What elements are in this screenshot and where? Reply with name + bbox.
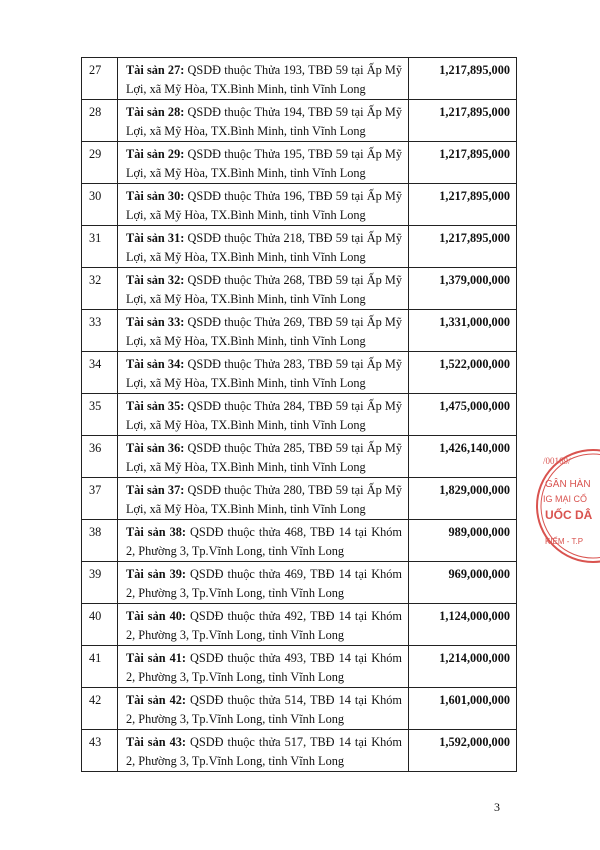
- asset-label: Tài sản 35:: [126, 399, 185, 413]
- asset-description: [118, 604, 409, 646]
- asset-description: [118, 436, 409, 478]
- asset-description-text: QSDĐ thuộc Thửa 280, TBĐ 59 tại Ấp Mỹ Lợi, xã Mỹ Hòa, TX.Bình Minh, tỉnh Vĩnh Long: [126, 483, 402, 516]
- row-number: 37: [82, 478, 118, 520]
- asset-description: [118, 520, 409, 562]
- asset-description-text: QSDĐ thuộc thửa 514, TBĐ 14 tại Khóm 2, Phường 3, Tp.Vĩnh Long, tỉnh Vĩnh Long: [126, 693, 402, 726]
- table-row: [82, 226, 517, 268]
- asset-label: Tài sản 32:: [126, 273, 185, 287]
- asset-label: Tài sản 30:: [126, 189, 185, 203]
- asset-description: [118, 100, 409, 142]
- table-row: [82, 310, 517, 352]
- asset-description-text: QSDĐ thuộc Thửa 195, TBĐ 59 tại Ấp Mỹ Lợi, xã Mỹ Hòa, TX.Bình Minh, tỉnh Vĩnh Long: [126, 147, 402, 180]
- asset-description: [118, 184, 409, 226]
- asset-description-text: QSDĐ thuộc Thửa 283, TBĐ 59 tại Ấp Mỹ Lợi, xã Mỹ Hòa, TX.Bình Minh, tỉnh Vĩnh Long: [126, 357, 402, 390]
- asset-label: Tài sản 43:: [126, 735, 186, 749]
- table-row: [82, 268, 517, 310]
- table-row: [82, 478, 517, 520]
- asset-value: 1,829,000,000: [409, 478, 517, 520]
- asset-label: Tài sản 29:: [126, 147, 185, 161]
- asset-value: 1,601,000,000: [409, 688, 517, 730]
- page-number: 3: [494, 800, 500, 814]
- asset-description: [118, 142, 409, 184]
- asset-value: 1,124,000,000: [409, 604, 517, 646]
- asset-value: 1,217,895,000: [409, 100, 517, 142]
- asset-description: [118, 730, 409, 772]
- asset-label: Tài sản 36:: [126, 441, 185, 455]
- row-number: 38: [82, 520, 118, 562]
- asset-label: Tài sản 27:: [126, 63, 185, 77]
- asset-description-text: QSDĐ thuộc Thửa 194, TBĐ 59 tại Ấp Mỹ Lợi, xã Mỹ Hòa, TX.Bình Minh, tỉnh Vĩnh Long: [126, 105, 402, 138]
- asset-label: Tài sản 28:: [126, 105, 185, 119]
- asset-description-text: QSDĐ thuộc Thửa 284, TBĐ 59 tại Ấp Mỹ Lợi, xã Mỹ Hòa, TX.Bình Minh, tỉnh Vĩnh Long: [126, 399, 402, 432]
- table-row: [82, 352, 517, 394]
- asset-description: [118, 58, 409, 100]
- row-number: 43: [82, 730, 118, 772]
- asset-value: 1,379,000,000: [409, 268, 517, 310]
- row-number: 30: [82, 184, 118, 226]
- row-number: 32: [82, 268, 118, 310]
- row-number: 36: [82, 436, 118, 478]
- asset-value: 1,214,000,000: [409, 646, 517, 688]
- asset-description: [118, 478, 409, 520]
- asset-description-text: QSDĐ thuộc Thửa 218, TBĐ 59 tại Ấp Mỹ Lợi, xã Mỹ Hòa, TX.Bình Minh, tỉnh Vĩnh Long: [126, 231, 402, 264]
- asset-table: [81, 57, 517, 772]
- asset-description-text: QSDĐ thuộc Thửa 268, TBĐ 59 tại Ấp Mỹ Lợi, xã Mỹ Hòa, TX.Bình Minh, tỉnh Vĩnh Long: [126, 273, 402, 306]
- asset-value: 1,475,000,000: [409, 394, 517, 436]
- row-number: 41: [82, 646, 118, 688]
- asset-label: Tài sản 33:: [126, 315, 185, 329]
- table-row: [82, 604, 517, 646]
- row-number: 31: [82, 226, 118, 268]
- asset-value: 989,000,000: [409, 520, 517, 562]
- asset-value: 1,426,140,000: [409, 436, 517, 478]
- asset-description: [118, 352, 409, 394]
- asset-description: [118, 310, 409, 352]
- svg-text:KIẾM - T.P: KIẾM - T.P: [545, 537, 584, 546]
- row-number: 29: [82, 142, 118, 184]
- table-row: [82, 58, 517, 100]
- asset-label: Tài sản 37:: [126, 483, 185, 497]
- asset-description-text: QSDĐ thuộc thửa 517, TBĐ 14 tại Khóm 2, Phường 3, Tp.Vĩnh Long, tỉnh Vĩnh Long: [126, 735, 402, 768]
- asset-value: 1,592,000,000: [409, 730, 517, 772]
- asset-label: Tài sản 42:: [126, 693, 186, 707]
- table-row: [82, 184, 517, 226]
- asset-label: Tài sản 39:: [126, 567, 186, 581]
- table-row: [82, 100, 517, 142]
- asset-value: 1,522,000,000: [409, 352, 517, 394]
- row-number: 39: [82, 562, 118, 604]
- asset-label: Tài sản 38:: [126, 525, 186, 539]
- svg-text:/00169/: /00169/: [543, 456, 571, 466]
- asset-description-text: QSDĐ thuộc thửa 492, TBĐ 14 tại Khóm 2, Phường 3, Tp.Vĩnh Long, tỉnh Vĩnh Long: [126, 609, 402, 642]
- svg-text:IG MẠI CỔ: IG MẠI CỔ: [543, 494, 588, 504]
- row-number: 34: [82, 352, 118, 394]
- asset-value: 1,217,895,000: [409, 184, 517, 226]
- table-row: [82, 646, 517, 688]
- asset-value: 1,331,000,000: [409, 310, 517, 352]
- svg-text:GÂN HÀN: GÂN HÀN: [545, 479, 591, 490]
- table-row: [82, 520, 517, 562]
- row-number: 42: [82, 688, 118, 730]
- table-row: [82, 436, 517, 478]
- asset-value: 1,217,895,000: [409, 226, 517, 268]
- asset-description: [118, 688, 409, 730]
- asset-description: [118, 394, 409, 436]
- asset-value: 1,217,895,000: [409, 142, 517, 184]
- asset-value: 969,000,000: [409, 562, 517, 604]
- row-number: 27: [82, 58, 118, 100]
- asset-label: Tài sản 40:: [126, 609, 186, 623]
- table-row: [82, 394, 517, 436]
- row-number: 35: [82, 394, 118, 436]
- row-number: 40: [82, 604, 118, 646]
- asset-label: Tài sản 34:: [126, 357, 185, 371]
- asset-label: Tài sản 41:: [126, 651, 186, 665]
- asset-description-text: QSDĐ thuộc Thửa 285, TBĐ 59 tại Ấp Mỹ Lợi, xã Mỹ Hòa, TX.Bình Minh, tỉnh Vĩnh Long: [126, 441, 402, 474]
- row-number: 33: [82, 310, 118, 352]
- asset-description-text: QSDĐ thuộc thửa 493, TBĐ 14 tại Khóm 2, Phường 3, Tp.Vĩnh Long, tỉnh Vĩnh Long: [126, 651, 402, 684]
- table-row: [82, 562, 517, 604]
- asset-description: [118, 562, 409, 604]
- asset-description-text: QSDĐ thuộc Thửa 269, TBĐ 59 tại Ấp Mỹ Lợi, xã Mỹ Hòa, TX.Bình Minh, tỉnh Vĩnh Long: [126, 315, 402, 348]
- asset-table-body: [82, 58, 517, 772]
- asset-description-text: QSDĐ thuộc Thửa 193, TBĐ 59 tại Ấp Mỹ Lợi, xã Mỹ Hòa, TX.Bình Minh, tỉnh Vĩnh Long: [126, 63, 402, 96]
- table-row: [82, 730, 517, 772]
- asset-value: 1,217,895,000: [409, 58, 517, 100]
- svg-text:UỐC DÂ: UỐC DÂ: [545, 508, 593, 522]
- asset-description-text: QSDĐ thuộc thửa 468, TBĐ 14 tại Khóm 2, Phường 3, Tp.Vĩnh Long, tỉnh Vĩnh Long: [126, 525, 402, 558]
- seal-graphic: [531, 444, 600, 568]
- table-row: [82, 688, 517, 730]
- table-row: [82, 142, 517, 184]
- red-seal-stamp: [531, 444, 600, 568]
- asset-description-text: QSDĐ thuộc thửa 469, TBĐ 14 tại Khóm 2, Phường 3, Tp.Vĩnh Long, tỉnh Vĩnh Long: [126, 567, 402, 600]
- asset-label: Tài sản 31:: [126, 231, 185, 245]
- asset-description: [118, 226, 409, 268]
- asset-description-text: QSDĐ thuộc Thửa 196, TBĐ 59 tại Ấp Mỹ Lợi, xã Mỹ Hòa, TX.Bình Minh, tỉnh Vĩnh Long: [126, 189, 402, 222]
- asset-description: [118, 268, 409, 310]
- asset-description: [118, 646, 409, 688]
- row-number: 28: [82, 100, 118, 142]
